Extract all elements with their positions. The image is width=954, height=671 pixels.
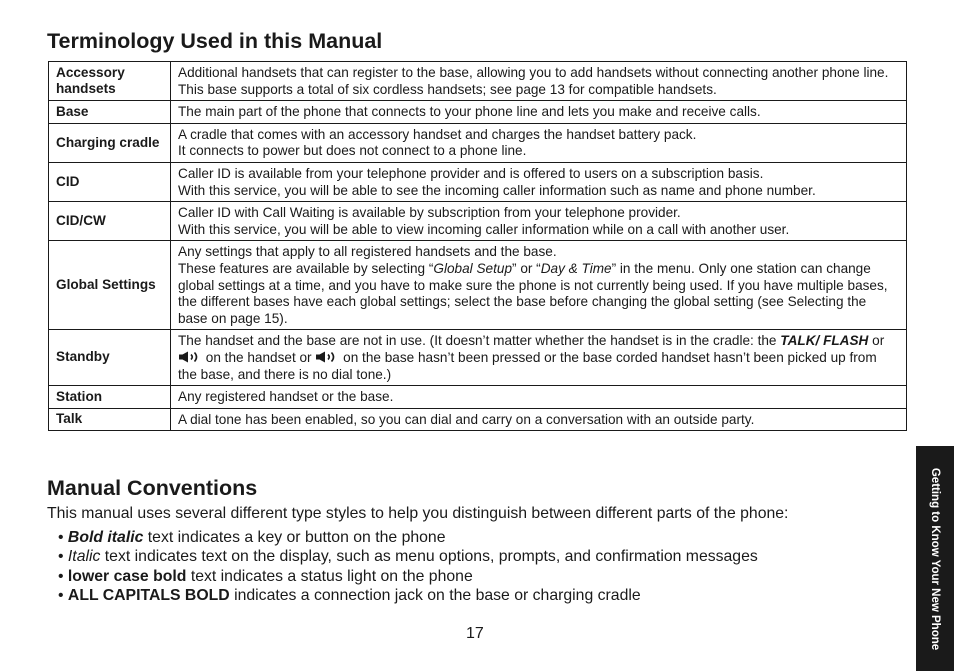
definition-cell: A dial tone has been enabled, so you can dial and carry on a conversation with an outside party. <box>171 408 907 431</box>
definition-line: A cradle that comes with an accessory handset and charges the handset battery pack. <box>178 126 697 142</box>
table-row <box>49 123 907 162</box>
table-row <box>49 62 907 101</box>
styled-term: lower case bold <box>67 567 187 585</box>
terminology-table <box>48 61 907 431</box>
list-item <box>58 586 758 605</box>
list-item-text: text indicates a key or button on the phone <box>143 529 446 546</box>
definition-line: Any settings that apply to all registered handsets and the base. <box>178 244 557 260</box>
term-cell: Standby <box>49 330 171 386</box>
list-item-text: indicates a connection jack on the base or charging cradle <box>229 586 641 604</box>
term-cell: Base <box>49 101 171 124</box>
definition-text: on the handset or <box>202 349 316 365</box>
term-cell: CID <box>49 162 171 201</box>
definition-cell <box>171 162 907 201</box>
table-row <box>49 241 907 330</box>
term-cell: CID/CW <box>49 202 171 241</box>
definition-line: With this service, you will be able to view incoming caller information while on a call with another user. <box>178 221 790 237</box>
list-item-text: text indicates text on the display, such as menu options, prompts, and confirmation messages <box>100 548 758 566</box>
page-number: 17 <box>466 625 484 642</box>
definition-cell <box>171 330 907 386</box>
conventions-intro: This manual uses several different type styles to help you distinguish between different parts of the phone: <box>47 505 789 522</box>
conventions-list <box>58 528 758 605</box>
term-cell: Talk <box>49 408 171 431</box>
table-row <box>49 101 907 124</box>
definition-line: With this service, you will be able to see the incoming caller information such as name and phone number. <box>178 182 816 198</box>
list-item-text: text indicates a status light on the phone <box>186 567 473 585</box>
definition-cell <box>171 241 907 330</box>
definition-cell: Additional handsets that can register to the base, allowing you to add handsets without connecting another phone line. This base supports a total of six cordless handsets; see page 13 for compatible handsets. <box>171 62 907 101</box>
styled-term: Italic <box>67 548 101 566</box>
bullet: • <box>58 529 64 546</box>
definition-text: on the base hasn’t been pressed or the base corded handset hasn’t been picked up from the base, and there is no dial tone.) <box>178 349 877 382</box>
display-text: Global Setup <box>433 260 513 276</box>
definition-text: or <box>868 333 885 349</box>
list-item <box>58 528 758 547</box>
list-item <box>58 547 758 566</box>
key-name: TALK/ FLASH <box>780 333 869 349</box>
speaker-icon <box>178 351 202 363</box>
bullet: • <box>58 586 64 604</box>
definition-line: It connects to power but does not connect to a phone line. <box>178 143 527 159</box>
side-tab <box>916 446 954 671</box>
definition-text: ” in the menu. Only one station can change global settings at a time, and you have to make sure the phone is not currently being used. If you have multiple bases, the different bases have each global settings; select the base before changing the global setting (see Selecting the base on page 15). <box>178 260 888 326</box>
term-cell: Accessory handsets <box>49 62 171 101</box>
term-cell: Global Settings <box>49 241 171 330</box>
table-row <box>49 408 907 431</box>
list-item <box>58 567 758 586</box>
table-row <box>49 386 907 409</box>
bullet: • <box>58 567 64 585</box>
display-text: Day & Time <box>540 260 612 276</box>
term-cell: Station <box>49 386 171 409</box>
definition-cell <box>171 123 907 162</box>
styled-term: Bold italic <box>67 529 144 546</box>
definition-text: The handset and the base are not in use. (It doesn’t matter whether the handset is in the cradle: the <box>178 333 781 349</box>
definition-line: Caller ID with Call Waiting is available by subscription from your telephone provider. <box>178 205 681 221</box>
bullet: • <box>58 548 64 566</box>
term-cell: Charging cradle <box>49 123 171 162</box>
definition-line: Caller ID is available from your telephone provider and is offered to users on a subscription basis. <box>178 165 764 181</box>
section-heading-terminology: Terminology Used in this Manual <box>47 29 383 53</box>
definition-cell: The main part of the phone that connects to your phone line and lets you make and receive calls. <box>171 101 907 124</box>
definition-text: These features are available by selecting “ <box>178 260 434 276</box>
speaker-icon <box>315 351 339 363</box>
table-row <box>49 162 907 201</box>
styled-term: ALL CAPITALS BOLD <box>67 586 230 604</box>
table-row <box>49 202 907 241</box>
definition-text: ” or “ <box>512 260 541 276</box>
section-heading-conventions: Manual Conventions <box>47 476 258 500</box>
definition-cell <box>171 202 907 241</box>
table-row <box>49 330 907 386</box>
side-tab-label: Getting to Know Your New Phone <box>929 467 941 650</box>
definition-cell: Any registered handset or the base. <box>171 386 907 409</box>
